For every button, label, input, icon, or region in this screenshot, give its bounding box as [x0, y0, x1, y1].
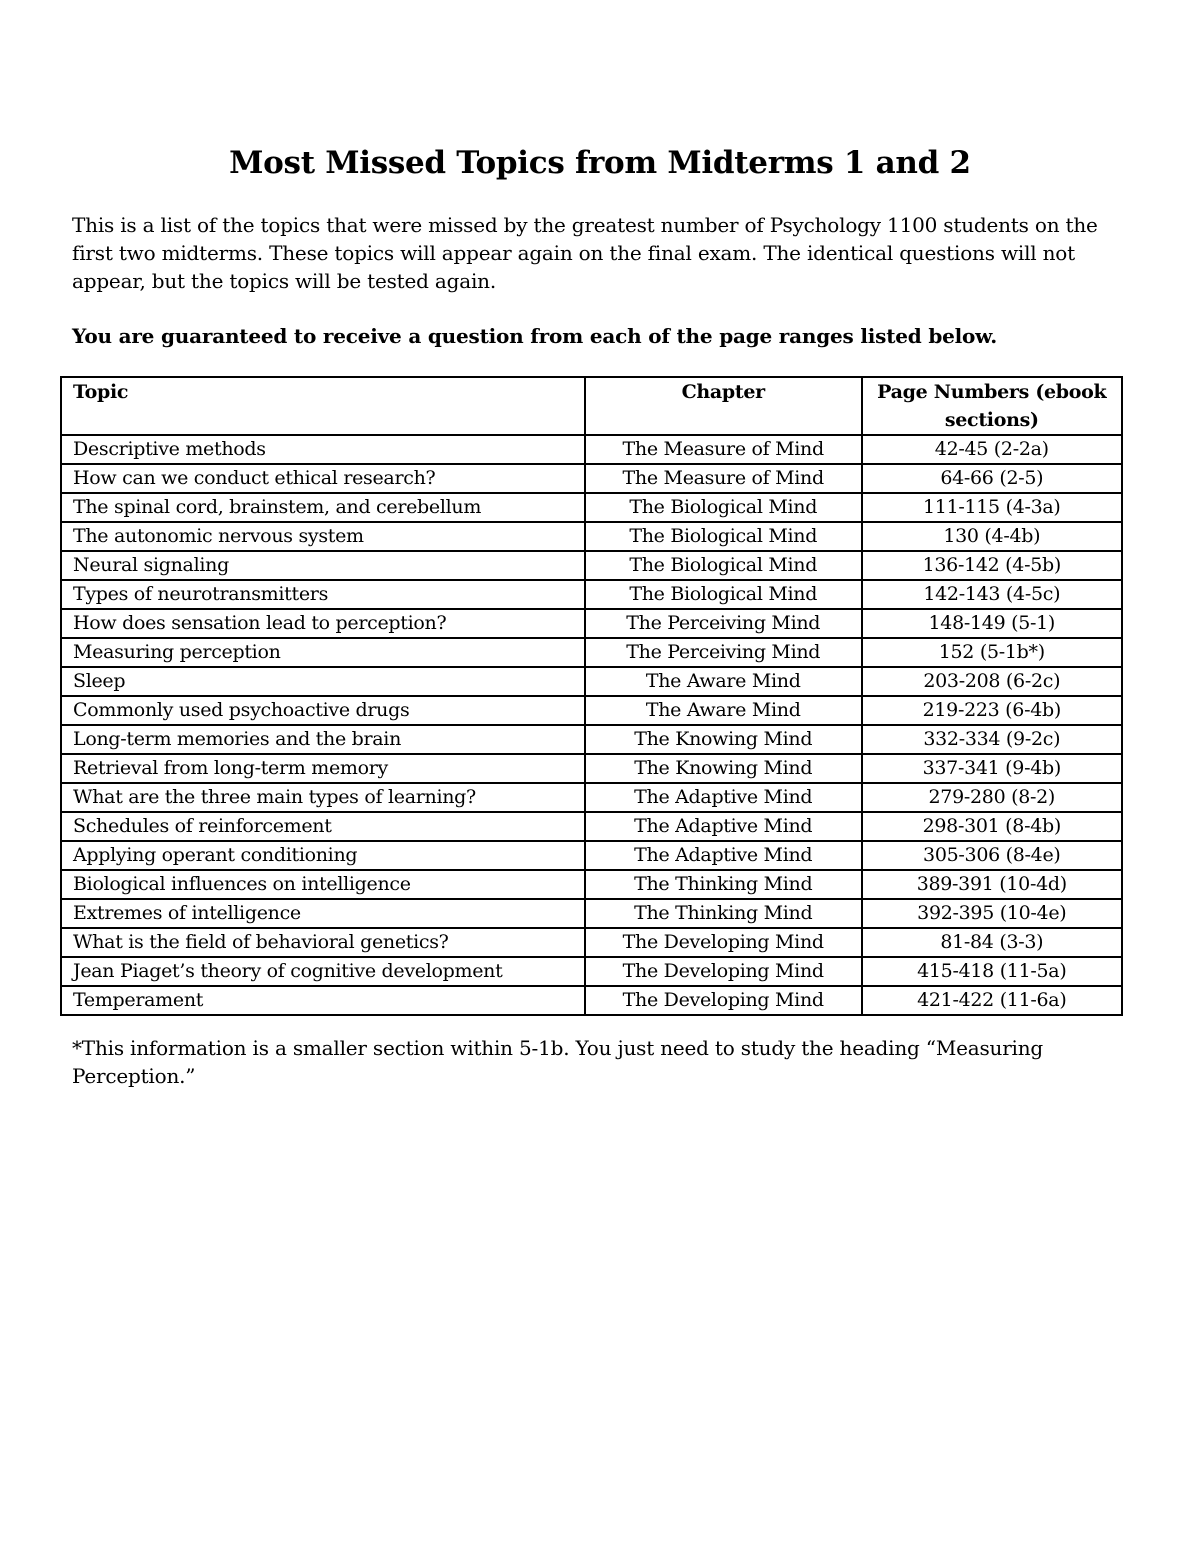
chapter-cell: The Measure of Mind [585, 464, 862, 493]
chapter-cell: The Aware Mind [585, 696, 862, 725]
chapter-cell: The Thinking Mind [585, 870, 862, 899]
topic-cell: Applying operant conditioning [61, 841, 585, 870]
table-row [61, 464, 1122, 493]
pages-cell: 279-280 (8-2) [862, 783, 1122, 812]
chapter-cell: The Perceiving Mind [585, 638, 862, 667]
pages-cell: 415-418 (11-5a) [862, 957, 1122, 986]
footnote: *This information is a smaller section within 5-1b. You just need to study the heading “Measuring Perception.” [72, 1036, 1044, 1088]
pages-cell: 81-84 (3-3) [862, 928, 1122, 957]
chapter-cell: The Knowing Mind [585, 725, 862, 754]
pages-cell: 152 (5-1b*) [862, 638, 1122, 667]
pages-cell: 64-66 (2-5) [862, 464, 1122, 493]
table-row [61, 638, 1122, 667]
pages-cell: 136-142 (4-5b) [862, 551, 1122, 580]
chapter-cell: The Adaptive Mind [585, 841, 862, 870]
chapter-cell: The Developing Mind [585, 957, 862, 986]
table-row [61, 812, 1122, 841]
intro-paragraph: This is a list of the topics that were missed by the greatest number of Psychology 1100 students on the first two midterms. These topics will appear again on the final exam. The identical questions will not appear, but the topics will be tested again. [72, 213, 1098, 293]
pages-cell: 42-45 (2-2a) [862, 435, 1122, 464]
topic-cell: Schedules of reinforcement [61, 812, 585, 841]
chapter-cell: The Developing Mind [585, 986, 862, 1015]
table-row [61, 957, 1122, 986]
topic-cell: Biological influences on intelligence [61, 870, 585, 899]
pages-cell: 421-422 (11-6a) [862, 986, 1122, 1015]
topic-cell: The spinal cord, brainstem, and cerebellum [61, 493, 585, 522]
table-row [61, 551, 1122, 580]
topic-cell: Long-term memories and the brain [61, 725, 585, 754]
topic-cell: Sleep [61, 667, 585, 696]
chapter-cell: The Biological Mind [585, 493, 862, 522]
page-title: Most Missed Topics from Midterms 1 and 2 [229, 145, 971, 181]
pages-cell: 305-306 (8-4e) [862, 841, 1122, 870]
topic-cell: Temperament [61, 986, 585, 1015]
pages-cell: 332-334 (9-2c) [862, 725, 1122, 754]
pages-cell: 337-341 (9-4b) [862, 754, 1122, 783]
header-page-numbers: Page Numbers (ebook sections) [862, 377, 1122, 435]
chapter-cell: The Aware Mind [585, 667, 862, 696]
pages-cell: 142-143 (4-5c) [862, 580, 1122, 609]
table-header-row [61, 377, 1122, 435]
table-row [61, 783, 1122, 812]
topic-cell: Extremes of intelligence [61, 899, 585, 928]
pages-cell: 130 (4-4b) [862, 522, 1122, 551]
pages-cell: 148-149 (5-1) [862, 609, 1122, 638]
pages-cell: 389-391 (10-4d) [862, 870, 1122, 899]
table-row [61, 754, 1122, 783]
table-row [61, 609, 1122, 638]
chapter-cell: The Thinking Mind [585, 899, 862, 928]
topic-cell: Measuring perception [61, 638, 585, 667]
table-row [61, 493, 1122, 522]
table-row [61, 870, 1122, 899]
topic-cell: Jean Piaget’s theory of cognitive development [61, 957, 585, 986]
table-row [61, 986, 1122, 1015]
chapter-cell: The Perceiving Mind [585, 609, 862, 638]
pages-cell: 298-301 (8-4b) [862, 812, 1122, 841]
table-row [61, 841, 1122, 870]
topic-cell: Neural signaling [61, 551, 585, 580]
table-row [61, 928, 1122, 957]
table-row [61, 435, 1122, 464]
topic-cell: Descriptive methods [61, 435, 585, 464]
pages-cell: 203-208 (6-2c) [862, 667, 1122, 696]
topic-cell: Commonly used psychoactive drugs [61, 696, 585, 725]
guarantee-statement: You are guaranteed to receive a question from each of the page ranges listed below. [72, 324, 997, 348]
topic-cell: Retrieval from long-term memory [61, 754, 585, 783]
chapter-cell: The Knowing Mind [585, 754, 862, 783]
topic-cell: How does sensation lead to perception? [61, 609, 585, 638]
chapter-cell: The Biological Mind [585, 551, 862, 580]
chapter-cell: The Developing Mind [585, 928, 862, 957]
table-row [61, 725, 1122, 754]
table-row [61, 522, 1122, 551]
chapter-cell: The Measure of Mind [585, 435, 862, 464]
chapter-cell: The Adaptive Mind [585, 812, 862, 841]
header-chapter: Chapter [585, 377, 862, 435]
topic-cell: Types of neurotransmitters [61, 580, 585, 609]
table-row [61, 696, 1122, 725]
topic-cell: How can we conduct ethical research? [61, 464, 585, 493]
topic-cell: What is the field of behavioral genetics? [61, 928, 585, 957]
pages-cell: 111-115 (4-3a) [862, 493, 1122, 522]
chapter-cell: The Biological Mind [585, 522, 862, 551]
table-row [61, 580, 1122, 609]
topics-table [60, 376, 1123, 1016]
table-row [61, 667, 1122, 696]
header-topic: Topic [61, 377, 585, 435]
pages-cell: 392-395 (10-4e) [862, 899, 1122, 928]
chapter-cell: The Adaptive Mind [585, 783, 862, 812]
pages-cell: 219-223 (6-4b) [862, 696, 1122, 725]
topic-cell: What are the three main types of learning? [61, 783, 585, 812]
table-row [61, 899, 1122, 928]
topic-cell: The autonomic nervous system [61, 522, 585, 551]
chapter-cell: The Biological Mind [585, 580, 862, 609]
